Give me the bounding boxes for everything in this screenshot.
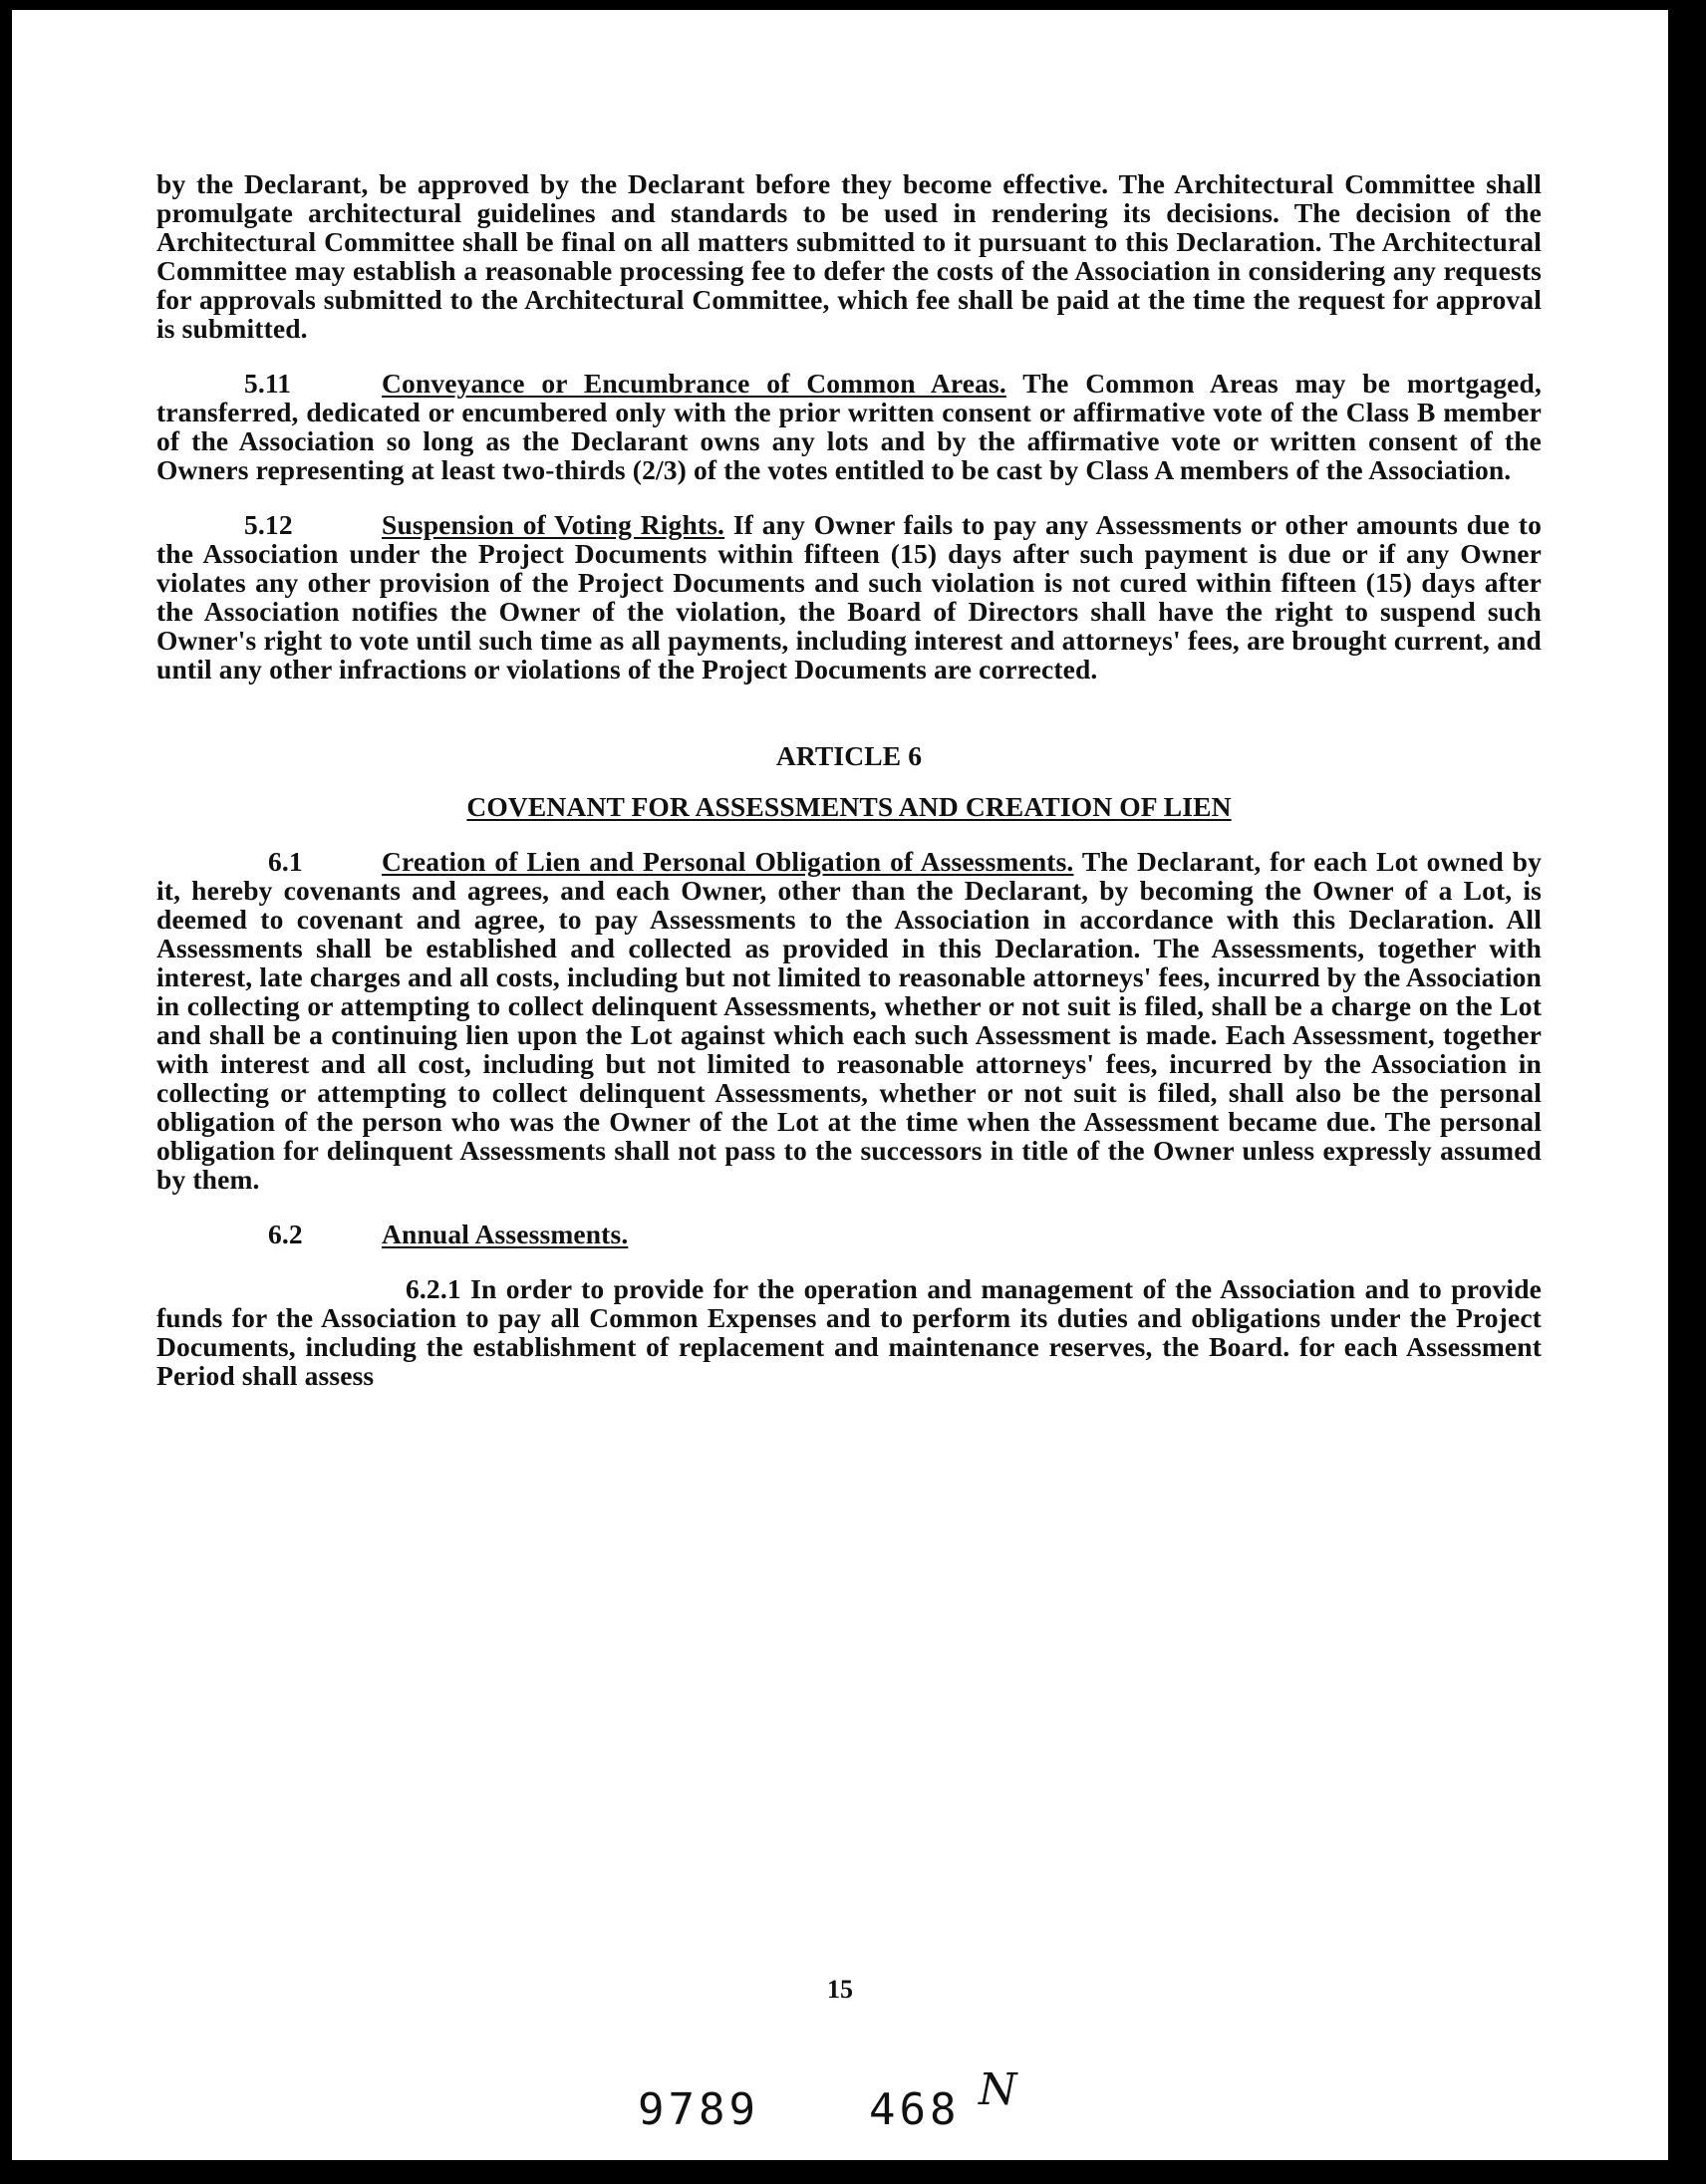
intro-paragraph: [156, 169, 1542, 343]
document-page: [12, 10, 1668, 2160]
section-6-2: [156, 1220, 1542, 1248]
section-6-1-text: The Declarant, for each Lot owned by it, hereby covenants and agrees, and each Owner, other than the Declarant, by becoming the Owner of a Lot, is deemed to covenant and agree, to pay Assessments to the Association in accordance with this Declaration. All Assessments shall be established and collected as provided in this Declaration. The Assessments, together with interest, late charges and all costs, including but not limited to reasonable attorneys' fees, incurred by the Association in collecting or attempting to collect delinquent Assessments, whether or not suit is filed, shall be a charge on the Lot and shall be a continuing lien upon the Lot against which each such Assessment is made. Each Assessment, together with interest and all cost, including but not limited to reasonable attorneys' fees, incurred by the Association in collecting or attempting to collect delinquent Assessments, whether or not suit is filed, shall also be the personal obligation of the person who was the Owner of the Lot at the time when the Assessment became due. The personal obligation for delinquent Assessments shall not pass to the successors in title of the Owner unless expressly assumed by them.: [156, 846, 1542, 1195]
section-5-11-text: The Common Areas may be mortgaged, transferred, dedicated or encumbered only with the prior written consent or affirmative vote of the Class B member of the Association so long as the Declarant owns any lots and by the affirmative vote or written consent of the Owners representing at least two-thirds (2/3) of the votes entitled to be cast by Class A members of the Association.: [156, 368, 1542, 485]
section-5-12-text: If any Owner fails to pay any Assessments or other amounts due to the Association under the Project Documents within fifteen (15) days after such payment is due or if any Owner violates any other provision of the Project Documents and such violation is not cured within fifteen (15) days after the Association notifies the Owner of the violation, the Board of Directors shall have the right to suspend such Owner's right to vote until such time as all payments, including interest and attorneys' fees, are brought current, and until any other infractions or violations of the Project Documents are corrected.: [156, 509, 1542, 684]
article-title-text: COVENANT FOR ASSESSMENTS AND CREATION OF LIEN: [466, 791, 1232, 822]
section-6-1: [156, 847, 1542, 1194]
document-body: [156, 169, 1542, 1416]
section-5-11-title: Conveyance or Encumbrance of Common Areas.: [382, 368, 1006, 399]
section-6-2-1-text: In order to provide for the operation and management of the Association and to provide funds for the Association to pay all Common Expenses and to perform its duties and obligations under the Project Documents, including the establishment of replacement and maintenance reserves, the Board. for each Assessment Period shall assess: [156, 1273, 1542, 1391]
page-number: 15: [827, 1975, 853, 2004]
handwritten-number-right: 468: [869, 2084, 961, 2135]
section-5-12-title: Suspension of Voting Rights.: [382, 509, 725, 540]
section-6-2-1: [156, 1274, 1542, 1390]
handwritten-number-left: 9789: [638, 2084, 759, 2135]
article-title: [156, 792, 1542, 821]
section-5-11: [156, 369, 1542, 484]
section-5-11-number: 5.11: [244, 368, 292, 399]
section-5-12: [156, 510, 1542, 683]
intro-paragraph-text: by the Declarant, be approved by the Declarant before they become effective. The Architectural Committee shall promulgate architectural guidelines and standards to be used in rendering its decisions. The decision of the Architectural Committee shall be final on all matters submitted to it pursuant to this Declaration. The Architectural Committee may establish a reasonable processing fee to defer the costs of the Association in considering any requests for approvals submitted to the Architectural Committee, which fee shall be paid at the time the request for approval is submitted.: [156, 168, 1542, 344]
section-5-12-number: 5.12: [244, 509, 293, 540]
section-6-2-number: 6.2: [268, 1219, 303, 1249]
section-6-1-number: 6.1: [268, 846, 303, 877]
article-heading: ARTICLE 6: [775, 740, 923, 771]
handwritten-mark: N: [979, 2064, 1017, 2115]
section-6-1-title: Creation of Lien and Personal Obligation of Assessments.: [382, 846, 1074, 877]
section-6-2-1-number: 6.2.1: [406, 1273, 461, 1304]
section-6-2-title: Annual Assessments.: [382, 1219, 629, 1249]
